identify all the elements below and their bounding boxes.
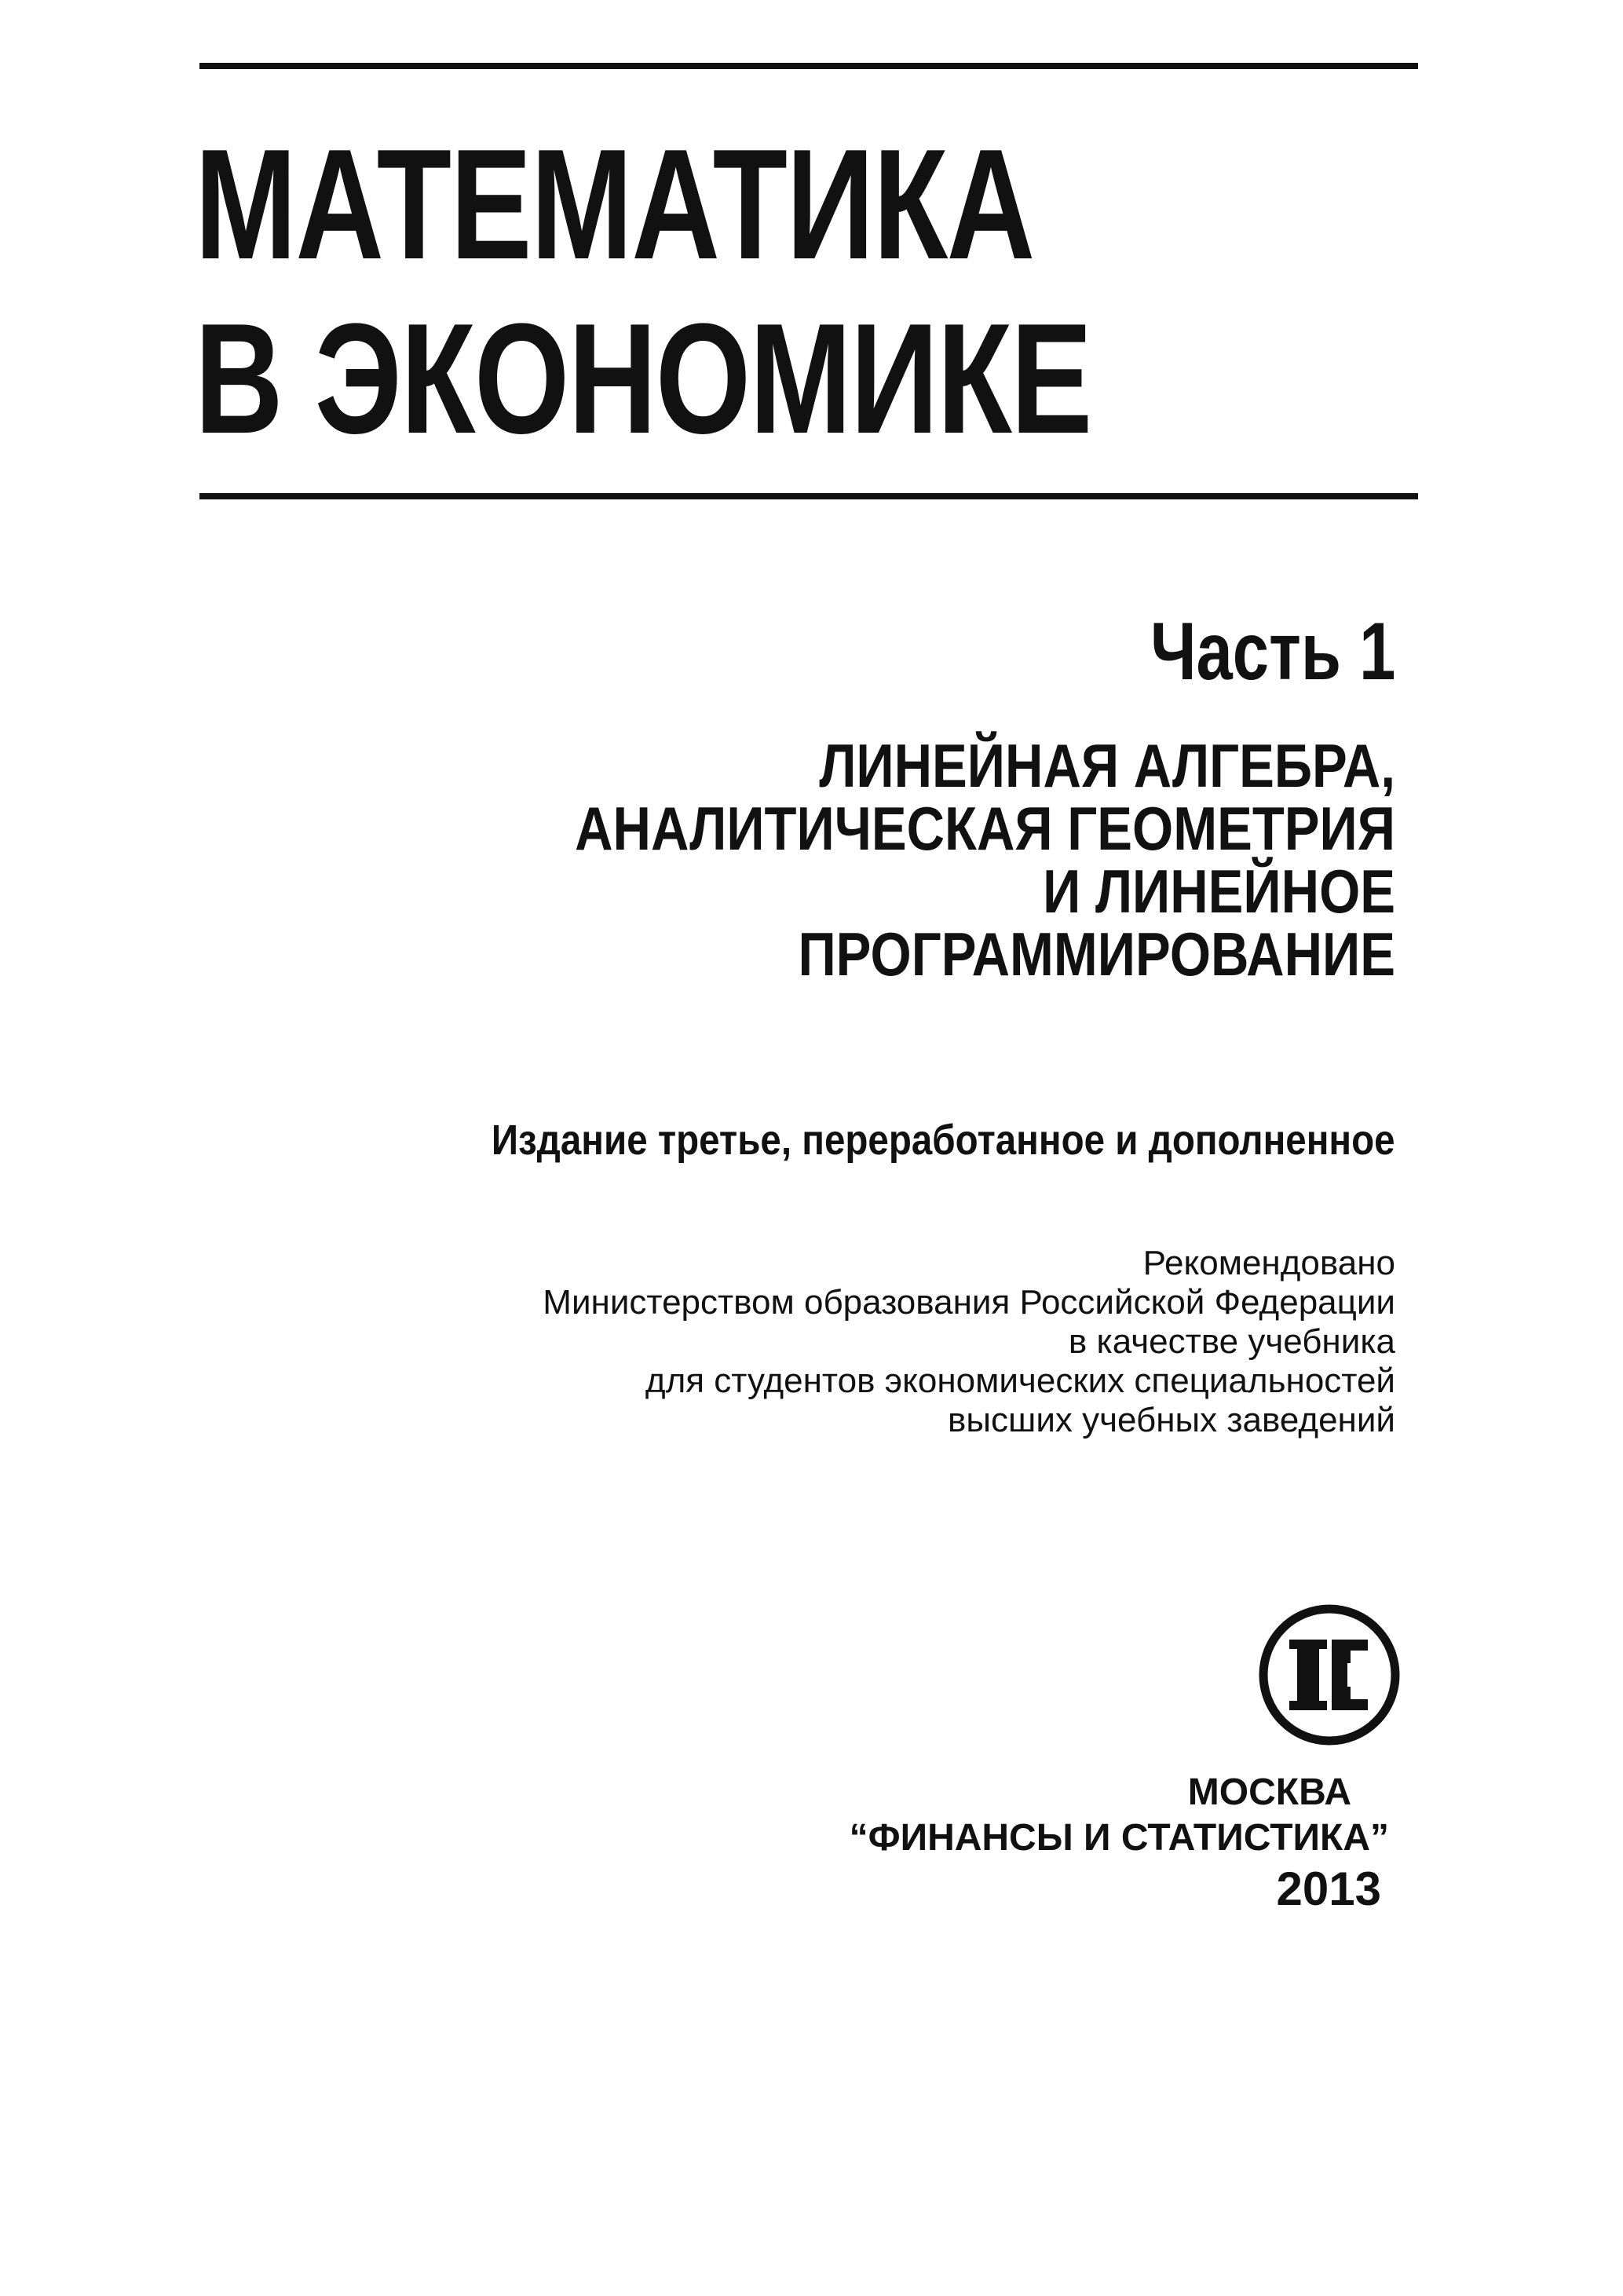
recommendation-line-3: в качестве учебника bbox=[1068, 1322, 1395, 1361]
book-title-line-1: МАТЕМАТИКА bbox=[195, 117, 1034, 292]
publisher-city: МОСКВА bbox=[1187, 1771, 1351, 1813]
recommendation-line-5: высших учебных заведений bbox=[948, 1401, 1395, 1439]
recommendation-line-1: Рекомендовано bbox=[1142, 1244, 1395, 1282]
subtitle-line-3: И ЛИНЕЙНОЕ bbox=[1043, 857, 1395, 926]
publisher-name: “ФИНАНСЫ И СТАТИСТИКА” bbox=[849, 1817, 1389, 1859]
publisher-logo-icon bbox=[1255, 1600, 1404, 1749]
recommendation-note bbox=[543, 1244, 1395, 1440]
recommendation-line-4: для студентов экономических специальностей bbox=[645, 1362, 1395, 1400]
imprint bbox=[850, 1770, 1389, 1918]
subtitle-line-4: ПРОГРАММИРОВАНИЕ bbox=[798, 919, 1395, 989]
edition-note: Издание третье, переработанное и дополненное bbox=[492, 1117, 1395, 1164]
publication-year: 2013 bbox=[1276, 1863, 1381, 1915]
book-title bbox=[195, 118, 1150, 466]
subtitle-line-2: АНАЛИТИЧЕСКАЯ ГЕОМЕТРИЯ bbox=[575, 794, 1395, 863]
top-rule bbox=[199, 63, 1418, 69]
subtitle-line-1: ЛИНЕЙНАЯ АЛГЕБРА, bbox=[819, 731, 1395, 800]
book-title-line-2: В ЭКОНОМИКЕ bbox=[195, 291, 1091, 466]
bottom-rule bbox=[199, 493, 1418, 499]
part-title: Часть 1 bbox=[1150, 606, 1395, 697]
subtitle bbox=[575, 731, 1395, 989]
recommendation-line-2: Министерством образования Российской Федерации bbox=[543, 1283, 1395, 1322]
